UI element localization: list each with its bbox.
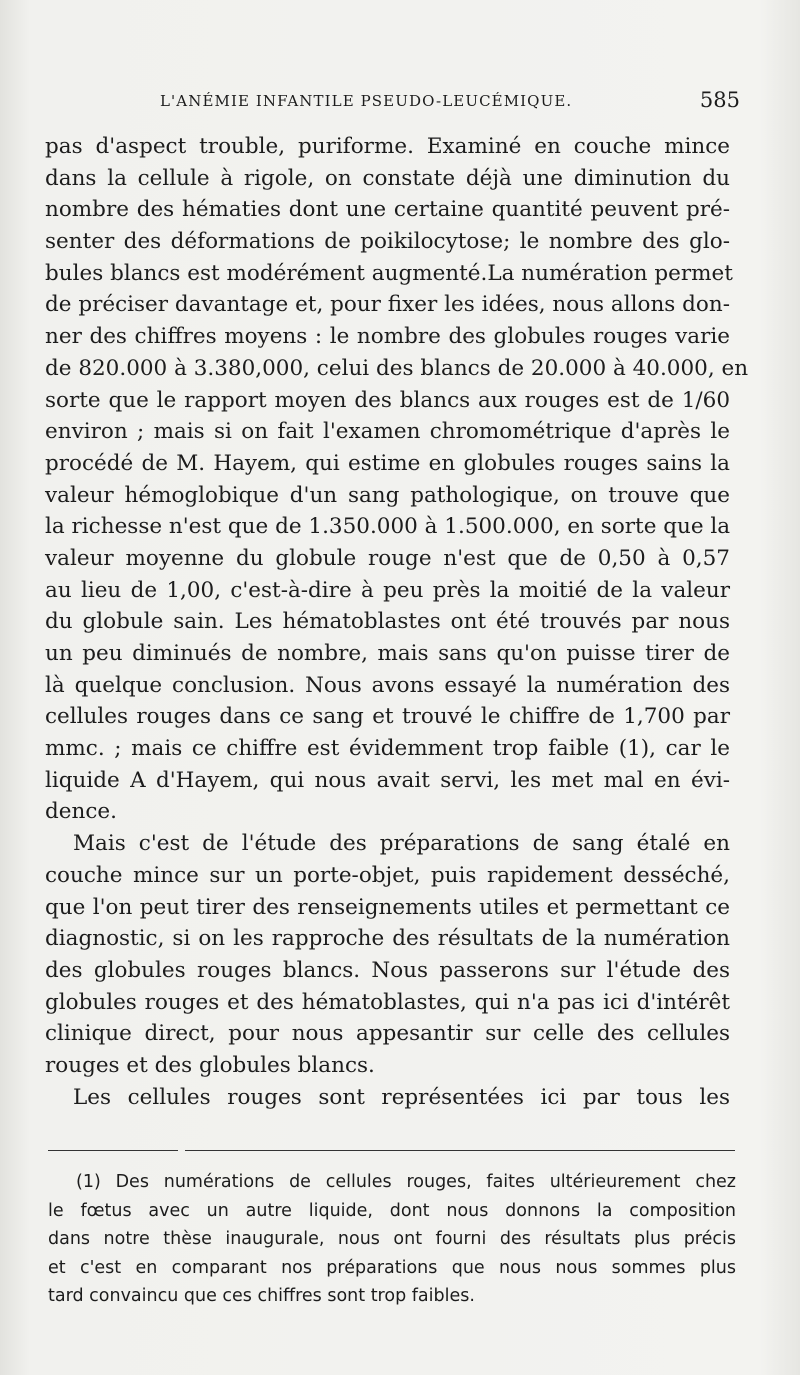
body-text <box>45 131 749 1113</box>
footnote-divider <box>48 1150 178 1151</box>
text-line: la richesse n'est que de 1.350.000 à 1.500.000, en sorte que la <box>45 514 731 540</box>
text-line: Mais c'est de l'étude des préparations de sang étalé en <box>73 831 730 857</box>
running-head: L'ANÉMIE INFANTILE PSEUDO-LEUCÉMIQUE. <box>160 92 573 110</box>
text-line: un peu diminués de nombre, mais sans qu'on puisse tirer de <box>45 641 730 666</box>
text-line: que l'on peut tirer des renseignements utiles et permettant ce <box>45 894 730 920</box>
text-line: là quelque conclusion. Nous avons essayé la numération des <box>45 672 730 698</box>
text-line: rouges et des globules blancs. <box>45 1052 375 1078</box>
footnotes <box>48 1168 736 1311</box>
text-line: clinique direct, pour nous appesantir sur celle des cellules <box>45 1021 730 1047</box>
text-line: valeur moyenne du globule rouge n'est que de 0,50 à 0,57 <box>45 545 730 571</box>
footnote-line: le fœtus avec un autre liquide, dont nous donnons la composition <box>48 1200 736 1221</box>
text-line: dans la cellule à rigole, on constate déjà une diminution du <box>45 165 730 191</box>
page-number: 585 <box>699 88 740 112</box>
text-line: diagnostic, si on les rapproche des résultats de la numération <box>45 926 730 952</box>
text-line: de 820.000 à 3.380,000, celui des blancs de 20.000 à 40.000, en <box>45 355 749 381</box>
text-line: bules blancs est modérément augmenté.La numération permet <box>45 260 733 286</box>
text-line: mmc. ; mais ce chiffre est évidemment trop faible (1), car le <box>45 736 730 762</box>
text-line: Les cellules rouges sont représentées ici par tous les <box>73 1084 730 1110</box>
footnote-line: tard convaincu que ces chiffres sont trop faibles. <box>48 1286 475 1307</box>
footnote-line: dans notre thèse inaugurale, nous ont fourni des résultats plus précis <box>48 1229 736 1250</box>
text-line: du globule sain. Les hématoblastes ont été trouvés par nous <box>45 609 730 635</box>
text-line: environ ; mais si on fait l'examen chromométrique d'après le <box>45 419 730 445</box>
text-line: valeur hémoglobique d'un sang pathologique, on trouve que <box>45 482 730 508</box>
text-line: au lieu de 1,00, c'est-à-dire à peu près la moitié de la valeur <box>45 577 730 603</box>
footnote-line: (1) Des numérations de cellules rouges, faites ultérieurement chez <box>76 1172 736 1192</box>
text-line: nombre des hématies dont une certaine quantité peuvent pré- <box>45 197 730 223</box>
page-header <box>160 88 740 118</box>
text-line: sorte que le rapport moyen des blancs aux rouges est de 1/60 <box>45 387 730 413</box>
text-line: globules rouges et des hématoblastes, qui n'a pas ici d'intérêt <box>45 989 730 1015</box>
footnote-line: et c'est en comparant nos préparations que nous nous sommes plus <box>48 1257 736 1278</box>
text-line: ner des chiffres moyens : le nombre des globules rouges varie <box>45 324 730 350</box>
text-line: des globules rouges blancs. Nous passerons sur l'étude des <box>45 957 730 983</box>
text-line: de préciser davantage et, pour fixer les idées, nous allons don- <box>45 292 730 318</box>
text-line: cellules rouges dans ce sang et trouvé le chiffre de 1,700 par <box>45 704 730 730</box>
text-line: liquide A d'Hayem, qui nous avait servi, les met mal en évi- <box>45 767 730 793</box>
text-line: dence. <box>45 799 117 825</box>
footnote-divider <box>185 1150 735 1151</box>
text-line: pas d'aspect trouble, puriforme. Examiné en couche mince <box>45 134 730 159</box>
text-line: couche mince sur un porte-objet, puis rapidement desséché, <box>45 862 730 888</box>
text-line: senter des déformations de poikilocytose; le nombre des glo- <box>45 229 730 255</box>
text-line: procédé de M. Hayem, qui estime en globules rouges sains la <box>45 450 730 476</box>
